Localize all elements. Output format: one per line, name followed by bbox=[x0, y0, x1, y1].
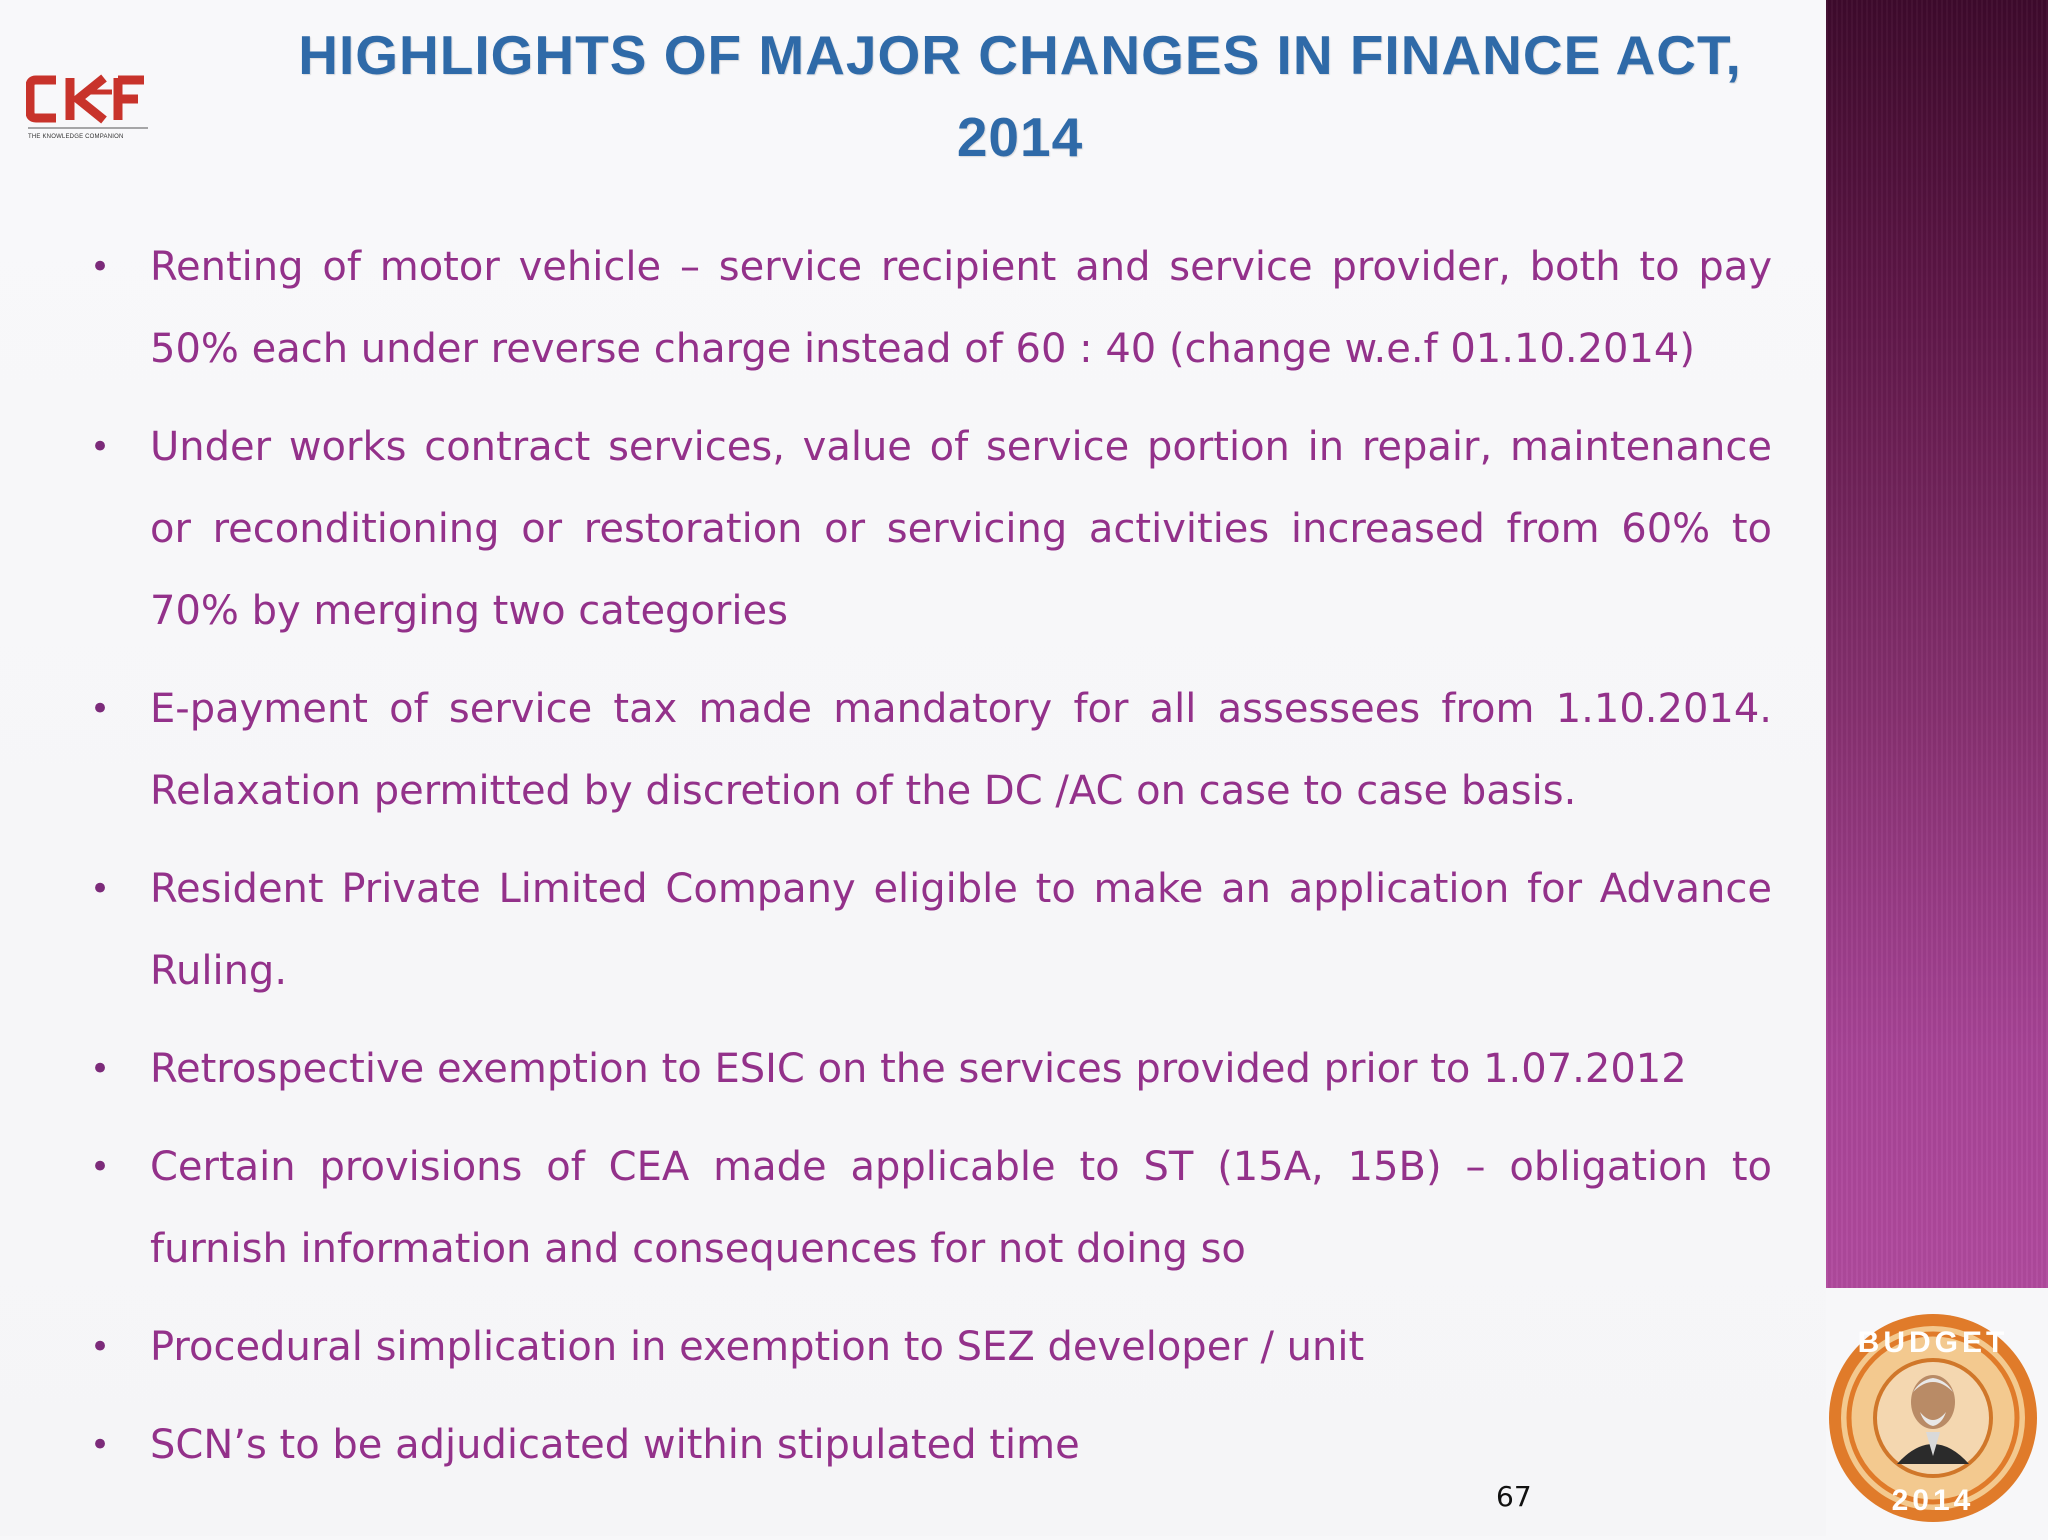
side-decorative-band bbox=[1826, 0, 2048, 1288]
bullet-list bbox=[88, 226, 1772, 1502]
bullet-text: Procedural simplication in exemption to SEZ developer / unit bbox=[150, 1324, 1365, 1370]
bullet-text: Resident Private Limited Company eligible to make an application for Advance Ruling. bbox=[150, 866, 1772, 994]
bullet-icon: • bbox=[90, 1147, 111, 1187]
bullet-icon: • bbox=[90, 689, 111, 729]
bullet-item bbox=[88, 1404, 1772, 1486]
budget-2014-seal bbox=[1818, 1300, 2048, 1536]
bullet-text: Certain provisions of CEA made applicable to ST (15A, 15B) – obligation to furnish information and consequences for not doing so bbox=[150, 1144, 1772, 1272]
bullet-text: E-payment of service tax made mandatory for all assessees from 1.10.2014. Relaxation permitted by discretion of the DC /AC on case to case basis. bbox=[150, 686, 1772, 814]
bullet-icon: • bbox=[90, 869, 111, 909]
bullet-text: Renting of motor vehicle – service recipient and service provider, both to pay 50% each under reverse charge instead of 60 : 40 (change w.e.f 01.10.2014) bbox=[150, 244, 1772, 372]
bullet-text: SCN’s to be adjudicated within stipulated time bbox=[150, 1422, 1080, 1468]
bullet-text: Under works contract services, value of service portion in repair, maintenance or reconditioning or restoration or servicing activities increased from 60% to 70% by merging two categories bbox=[150, 424, 1772, 634]
logo-tagline: THE KNOWLEDGE COMPANION bbox=[28, 134, 124, 140]
svg-text:2014: 2014 bbox=[1891, 1484, 1975, 1517]
bullet-item bbox=[88, 1306, 1772, 1388]
bullet-icon: • bbox=[90, 427, 111, 467]
bullet-item bbox=[88, 226, 1772, 390]
page-number: 67 bbox=[1496, 1480, 1532, 1513]
bullet-icon: • bbox=[90, 1425, 111, 1465]
svg-text:BUDGET: BUDGET bbox=[1857, 1326, 2009, 1359]
bullet-item bbox=[88, 1126, 1772, 1290]
bullet-item bbox=[88, 668, 1772, 832]
bullet-icon: • bbox=[90, 1327, 111, 1367]
bullet-icon: • bbox=[90, 1049, 111, 1089]
bullet-item bbox=[88, 1028, 1772, 1110]
bullet-item bbox=[88, 406, 1772, 652]
bullet-item bbox=[88, 848, 1772, 1012]
bullet-text: Retrospective exemption to ESIC on the services provided prior to 1.07.2012 bbox=[150, 1046, 1687, 1092]
bullet-icon: • bbox=[90, 247, 111, 287]
slide-title: HIGHLIGHTS OF MAJOR CHANGES IN FINANCE ACT, 2014 bbox=[298, 24, 1742, 168]
